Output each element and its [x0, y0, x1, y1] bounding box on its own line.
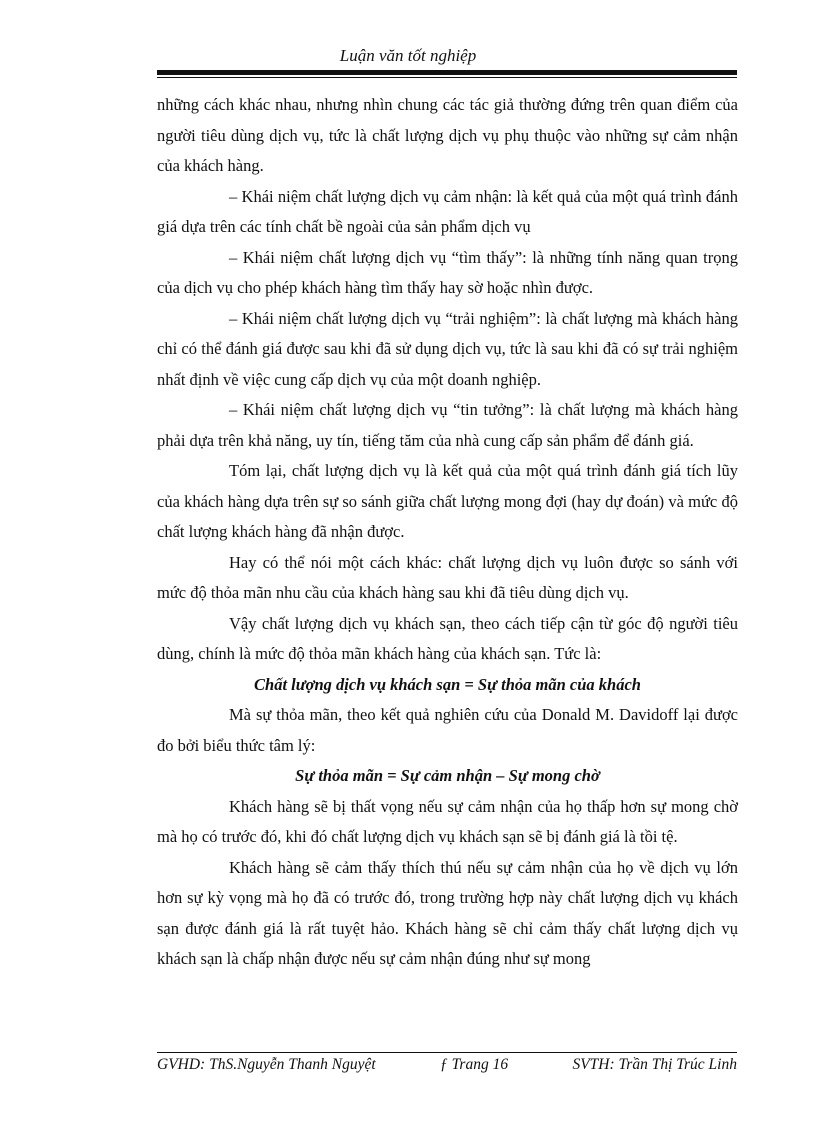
paragraph-delighted: Khách hàng sẽ cảm thấy thích thú nếu sự cảm nhận của họ về dịch vụ lớn hơn sự kỳ vọng mà họ đã có trước đó, trong trường hợp này chất lượng dịch vụ khách sạn được đánh giá là rất tuyệt hảo. Khách hàng sẽ chỉ cảm thấy chất lượng dịch vụ khách sạn là chấp nhận được nếu sự cảm nhận đúng như sự mong — [157, 857, 738, 968]
header-rule-thin — [157, 77, 737, 78]
paragraph-summary: Tóm lại, chất lượng dịch vụ là kết quả của một quá trình đánh giá tích lũy của khách hàng dựa trên sự so sánh giữa chất lượng mong đợi (hay dự đoán) và mức độ chất lượng khách hàng đã nhận được. — [157, 461, 738, 541]
document-body — [157, 90, 738, 975]
footer-rule — [157, 1052, 737, 1053]
footer — [157, 1056, 737, 1074]
footer-student: SVTH: Trần Thị Trúc Linh — [572, 1056, 737, 1073]
header-rule-thick — [157, 70, 737, 75]
footer-advisor: GVHD: ThS.Nguyễn Thanh Nguyệt — [157, 1056, 376, 1073]
bullet-perceived-quality: – Khái niệm chất lượng dịch vụ cảm nhận: là kết quả của một quá trình đánh giá dựa trên các tính chất bề ngoài của sản phẩm dịch vụ — [157, 186, 738, 236]
footer-page-number: ƒ Trang 16 — [440, 1056, 509, 1073]
paragraph-disappointed: Khách hàng sẽ bị thất vọng nếu sự cảm nhận của họ thấp hơn sự mong chờ mà họ có trước đó, khi đó chất lượng dịch vụ khách sạn sẽ bị đánh giá là tồi tệ. — [157, 796, 738, 846]
paragraph-comparison: Hay có thể nói một cách khác: chất lượng dịch vụ luôn được so sánh với mức độ thỏa mãn nhu cầu của khách hàng sau khi đã tiêu dùng dịch vụ. — [157, 552, 738, 602]
paragraph-davidoff: Mà sự thỏa mãn, theo kết quả nghiên cứu của Donald M. Davidoff lại được đo bởi biểu thức tâm lý: — [157, 705, 738, 755]
formula-satisfaction: Sự thỏa mãn = Sự cảm nhận – Sự mong chờ — [295, 766, 600, 785]
bullet-search-quality: – Khái niệm chất lượng dịch vụ “tìm thấy”: là những tính năng quan trọng của dịch vụ cho phép khách hàng tìm thấy hay sờ hoặc nhìn được. — [157, 247, 738, 297]
header-title: Luận văn tốt nghiệp — [339, 46, 477, 65]
formula-hotel-quality: Chất lượng dịch vụ khách sạn = Sự thỏa mãn của khách — [254, 674, 641, 694]
bullet-credence-quality: – Khái niệm chất lượng dịch vụ “tin tưởng”: là chất lượng mà khách hàng phải dựa trên khả năng, uy tín, tiếng tăm của nhà cung cấp sản phẩm để đánh giá. — [157, 400, 738, 450]
paragraph-hotel-quality: Vậy chất lượng dịch vụ khách sạn, theo cách tiếp cận từ góc độ người tiêu dùng, chính là mức độ thỏa mãn khách hàng của khách sạn. Tức là: — [157, 613, 738, 663]
bullet-experience-quality: – Khái niệm chất lượng dịch vụ “trải nghiệm”: là chất lượng mà khách hàng chỉ có thể đánh giá được sau khi đã sử dụng dịch vụ, tức là sau khi đã có sự trải nghiệm nhất định về việc cung cấp dịch vụ của một doanh nghiệp. — [157, 308, 738, 389]
paragraph-continuation: những cách khác nhau, nhưng nhìn chung các tác giả thường đứng trên quan điểm của người tiêu dùng dịch vụ, tức là chất lượng dịch vụ phụ thuộc vào những sự cảm nhận của khách hàng. — [157, 95, 738, 175]
